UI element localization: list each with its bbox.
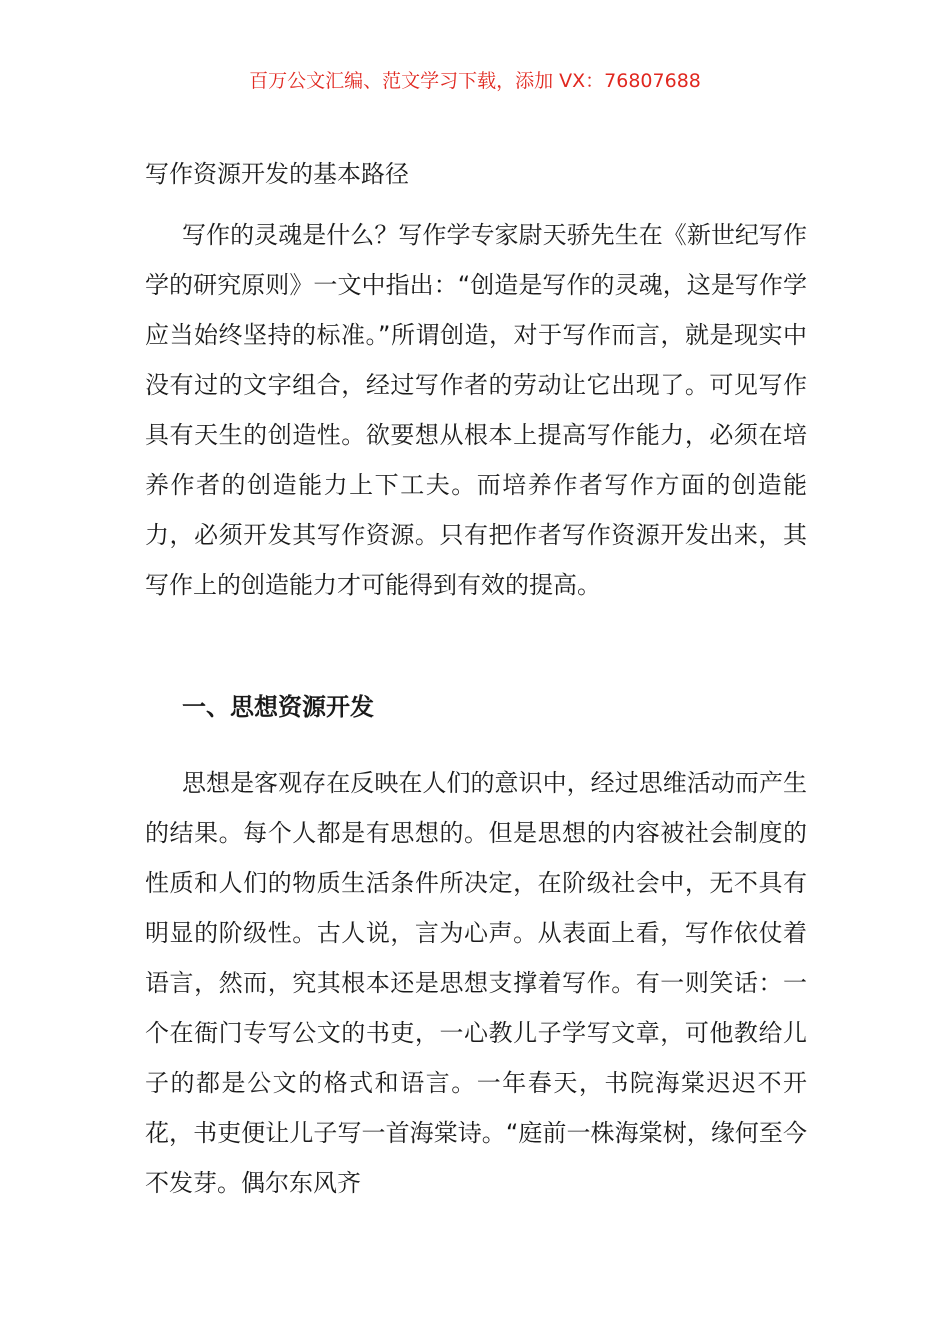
section-1-paragraph: 思想是客观存在反映在人们的意识中，经过思维活动而产生的结果。每个人都是有思想的。但是思想的内容被社会制度的性质和人们的物质生活条件所决定，在阶级社会中，无不具有明显的阶级性。古人说，言为心声。从表面上看，写作依仗着语言，然而，究其根本还是思想支撑着写作。有一则笑话：一个在衙门专写公文的书吏，一心教儿子学写文章，可他教给儿子的都是公文的格式和语言。一年春天，书院海棠迟迟不开花，书吏便让儿子写一首海棠诗。“庭前一株海棠树，缘何至今不发芽。偶尔东风齐 — [145, 769, 807, 1197]
section-heading-1: 一、思想资源开发 — [182, 693, 374, 721]
header-watermark-note: 百万公文汇编、范文学习下载，添加 VX：76807688 — [249, 70, 701, 92]
document-title: 写作资源开发的基本路径 — [145, 160, 409, 188]
intro-paragraph: 写作的灵魂是什么？写作学专家尉天骄先生在《新世纪写作学的研究原则》一文中指出：“创造是写作的灵魂，这是写作学应当始终坚持的标准。”所谓创造，对于写作而言，就是现实中没有过的文字组合，经过写作者的劳动让它出现了。可见写作具有天生的创造性。欲要想从根本上提高写作能力，必须在培养作者的创造能力上下工夫。而培养作者写作方面的创造能力，必须开发其写作资源。只有把作者写作资源开发出来，其写作上的创造能力才可能得到有效的提高。 — [145, 221, 807, 599]
